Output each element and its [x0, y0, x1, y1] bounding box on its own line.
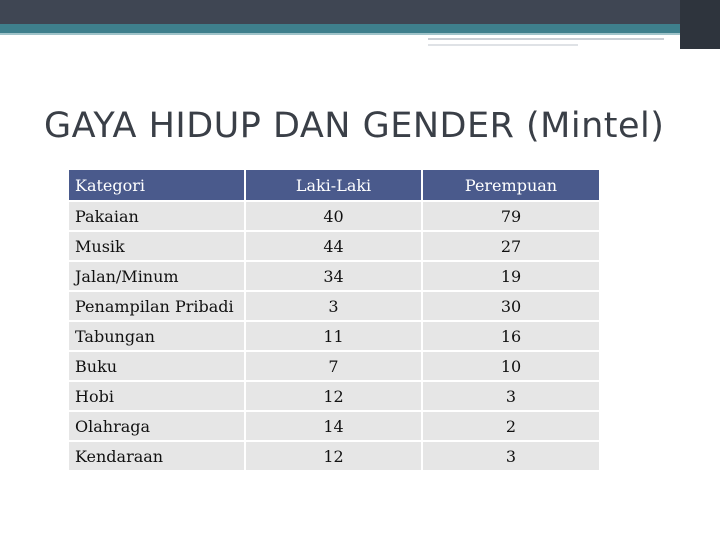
data-table	[67, 168, 601, 472]
male-value-cell: 44	[245, 231, 422, 261]
slide-title: GAYA HIDUP DAN GENDER (Mintel)	[44, 106, 665, 146]
male-value-cell: 3	[245, 291, 422, 321]
column-header-laki-laki: Laki-Laki	[245, 169, 422, 201]
female-value-cell: 27	[422, 231, 600, 261]
table-row	[68, 441, 600, 471]
table-row	[68, 201, 600, 231]
category-cell: Hobi	[68, 381, 245, 411]
column-header-perempuan: Perempuan	[422, 169, 600, 201]
category-cell: Kendaraan	[68, 441, 245, 471]
table-row	[68, 291, 600, 321]
table-row	[68, 261, 600, 291]
table-row	[68, 351, 600, 381]
category-cell: Jalan/Minum	[68, 261, 245, 291]
male-value-cell: 7	[245, 351, 422, 381]
accent-stripe	[0, 24, 680, 33]
category-cell: Pakaian	[68, 201, 245, 231]
table-row	[68, 231, 600, 261]
category-cell: Musik	[68, 231, 245, 261]
top-banner	[0, 0, 720, 24]
column-header-kategori: Kategori	[68, 169, 245, 201]
male-value-cell: 34	[245, 261, 422, 291]
female-value-cell: 19	[422, 261, 600, 291]
female-value-cell: 2	[422, 411, 600, 441]
female-value-cell: 16	[422, 321, 600, 351]
top-banner-corner	[680, 0, 720, 49]
female-value-cell: 3	[422, 441, 600, 471]
male-value-cell: 12	[245, 441, 422, 471]
decorative-line	[428, 44, 578, 46]
category-cell: Buku	[68, 351, 245, 381]
female-value-cell: 10	[422, 351, 600, 381]
category-cell: Tabungan	[68, 321, 245, 351]
table-row	[68, 381, 600, 411]
male-value-cell: 40	[245, 201, 422, 231]
male-value-cell: 12	[245, 381, 422, 411]
female-value-cell: 30	[422, 291, 600, 321]
female-value-cell: 79	[422, 201, 600, 231]
female-value-cell: 3	[422, 381, 600, 411]
male-value-cell: 11	[245, 321, 422, 351]
decorative-line	[428, 38, 664, 40]
table-header-row	[68, 169, 600, 201]
male-value-cell: 14	[245, 411, 422, 441]
category-cell: Olahraga	[68, 411, 245, 441]
accent-stripe-light	[0, 33, 680, 35]
table-row	[68, 321, 600, 351]
table-row	[68, 411, 600, 441]
category-cell: Penampilan Pribadi	[68, 291, 245, 321]
